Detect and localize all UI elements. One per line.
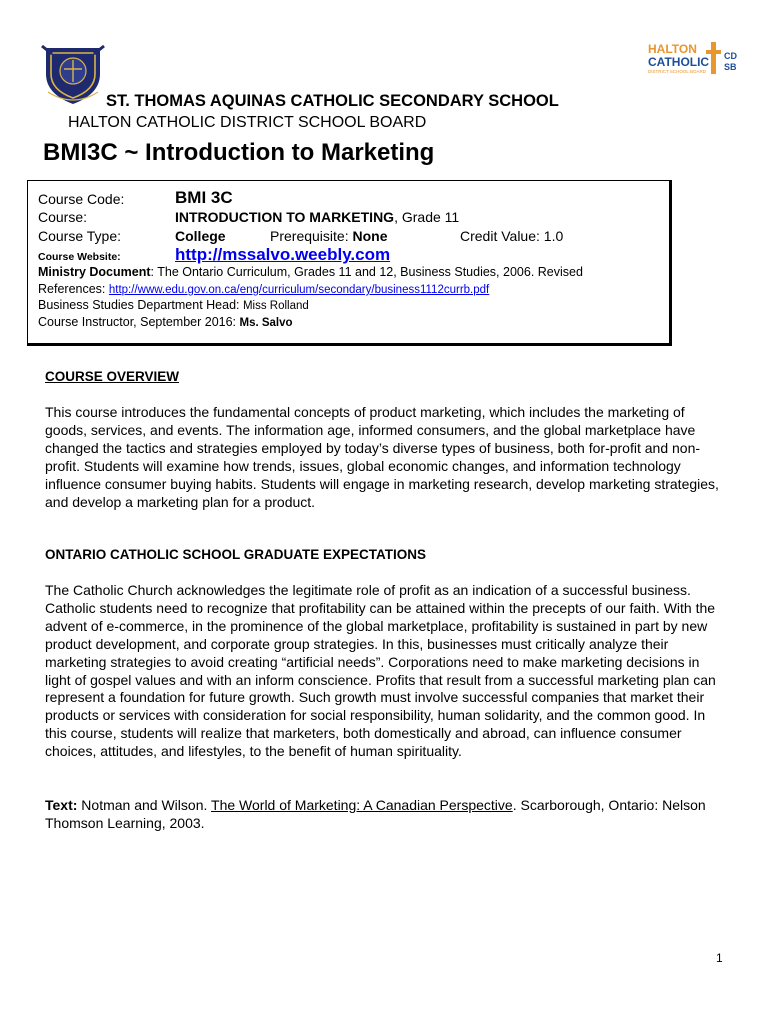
references-link[interactable]: http://www.edu.gov.on.ca/eng/curriculum/secondary/business1112currb.pdf — [108, 284, 490, 296]
school-crest-logo — [40, 44, 106, 106]
credit-value: Credit Value: 1.0 — [460, 228, 564, 244]
course-instructor-label: Course Instructor, September 2016: — [38, 315, 240, 329]
course-label: Course: — [38, 209, 88, 225]
graduate-expectations-heading: ONTARIO CATHOLIC SCHOOL GRADUATE EXPECTATIONS — [45, 547, 426, 562]
course-website-label: Course Website: — [38, 251, 121, 263]
school-name: ST. THOMAS AQUINAS CATHOLIC SECONDARY SCHOOL — [106, 92, 559, 110]
textbook-reference — [45, 797, 735, 833]
svg-text:SB: SB — [724, 62, 737, 72]
department-head-label: Business Studies Department Head: — [38, 298, 243, 312]
prerequisite-value: None — [352, 228, 388, 244]
course-website-link[interactable]: http://mssalvo.weebly.com — [175, 245, 391, 264]
course-name: INTRODUCTION TO MARKETING — [175, 209, 395, 225]
prerequisite-label: Prerequisite: — [270, 228, 353, 244]
textbook-publisher: . Scarborough, Ontario: Nelson Thomson Learning, 2003. — [45, 797, 706, 831]
svg-text:DISTRICT SCHOOL BOARD: DISTRICT SCHOOL BOARD — [648, 69, 707, 74]
board-name: HALTON CATHOLIC DISTRICT SCHOOL BOARD — [68, 114, 427, 131]
ministry-document-value: : The Ontario Curriculum, Grades 11 and 12, Business Studies, 2006. Revised — [150, 265, 583, 279]
textbook-authors: Notman and Wilson. — [77, 797, 212, 813]
svg-text:HALTON: HALTON — [648, 42, 697, 56]
course-overview-heading: COURSE OVERVIEW — [45, 369, 180, 384]
svg-text:CD: CD — [724, 51, 737, 61]
course-code-label: Course Code: — [38, 191, 125, 207]
page-title: BMI3C ~ Introduction to Marketing — [43, 139, 435, 166]
course-type-value: College — [175, 228, 226, 244]
course-code-value: BMI 3C — [175, 188, 233, 207]
ministry-document-label: Ministry Document — [38, 265, 151, 279]
course-type-label: Course Type: — [38, 228, 122, 244]
course-value — [175, 209, 459, 225]
references — [38, 282, 489, 296]
graduate-expectations-text: The Catholic Church acknowledges the legitimate role of profit as an indication of a successful business. Catholic students need to recognize that profitability can be attained within the precepts of our faith. With the advent of e-commerce, in the prominence of the global marketplace, profitability is sustained in part by new product development, and corporate group strategies. In this, businesses must critically analyze their marketing strategies to avoid creating “artificial needs”. Corporations need to make marketing decisions in light of gospel values and with an inform conscience. Profits that result from a successful marketing plan can represent a foundation for future growth. Such growth must involve successful companies that market their products or services with consideration for social responsibility, human solidarity, and the common good. In this course, students will realize that marketers, both domestically and abroad, can influence consumer choices, attitudes, and lifestyles, to the benefit of human spirituality. — [45, 582, 716, 760]
department-head-name: Miss Rolland — [242, 300, 309, 312]
ministry-document — [38, 265, 583, 279]
prerequisite — [270, 228, 387, 244]
course-overview-text: This course introduces the fundamental concepts of product marketing, which includes the marketing of goods, services, and events. The information age, informed consumers, and the global marketplace have changed the tactics and strategies employed by today’s diverse types of business, both for-profit and non-profit. Students will examine how trends, issues, global economic changes, and information technology influence consumer buying habits. Students will engage in marketing research, develop marketing strategies, and develop a marketing plan for a product. — [45, 404, 719, 510]
svg-text:CATHOLIC: CATHOLIC — [648, 55, 710, 69]
department-head — [38, 298, 309, 312]
page-number: 1 — [716, 951, 723, 965]
textbook-label: Text: — [45, 797, 78, 813]
references-label: References: — [38, 282, 109, 296]
hcdsb-logo — [640, 40, 740, 76]
course-instructor — [38, 315, 293, 329]
course-instructor-name: Ms. Salvo — [239, 317, 293, 329]
course-grade: , Grade 11 — [394, 209, 460, 225]
textbook-title: The World of Marketing: A Canadian Perspective — [211, 797, 513, 813]
